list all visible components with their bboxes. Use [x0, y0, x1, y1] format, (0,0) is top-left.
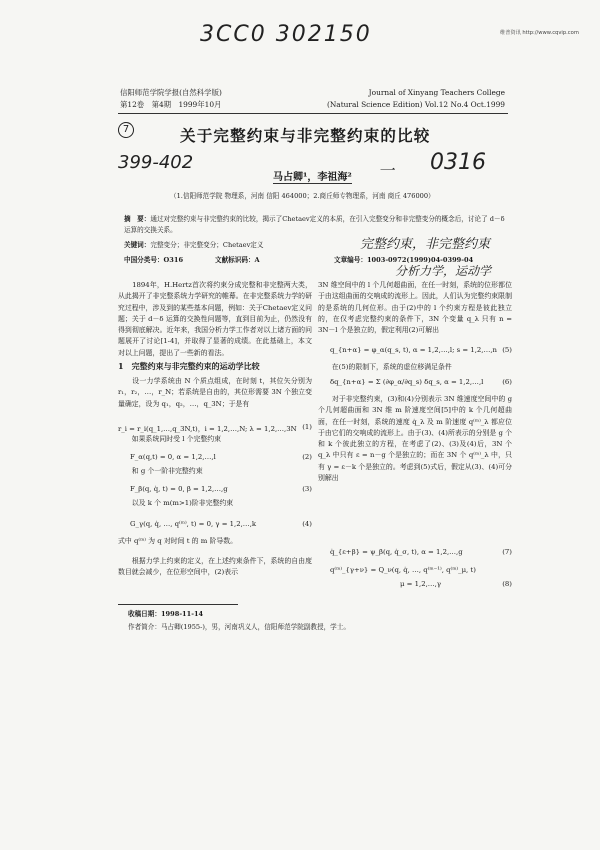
journal-issue-cn: 第12卷 第4期 1999年10月 — [120, 100, 222, 109]
equation-5 — [330, 346, 512, 354]
equation-8-text: q⁽ᵐ⁾_{γ+ν} = Q_ν(q, q̇, …, q⁽ᵐ⁻¹⁾, q⁽ᵐ⁾_μ, t) — [330, 566, 476, 574]
equation-2-number: (2) — [302, 453, 312, 461]
left-paragraph-5: 式中 q⁽ᵐ⁾ 为 q 对时间 t 的 m 阶导数。 — [118, 537, 238, 545]
abstract-text: 通过对完整约束与非完整约束的比较，揭示了Chetaev定义的本质，在引入完整变分和非完整变分的概念后，讨论了 d－δ 运算的交换关系。 — [124, 215, 505, 234]
keywords-label: 关键词： — [124, 241, 151, 249]
equation-4-text: G_γ(q, q̇, …, q⁽ᵐ⁾, t) = 0, γ = 1,2,…,k — [130, 520, 257, 528]
equation-8-number: (8) — [502, 580, 512, 588]
keywords — [124, 241, 264, 250]
journal-name-cn: 信阳师范学院学报(自然科学版) — [120, 88, 222, 97]
page-range-note: 399-402 — [118, 152, 194, 173]
equation-7 — [330, 548, 512, 556]
left-paragraph-6: 根据力学上约束的定义，在上述约束条件下，系统的自由度数目就会减少，在位形空间中，(2)表示 — [118, 557, 312, 577]
equation-7-text: q̇_{ε+β} = ψ_β(q, q̇_σ, t), α = 1,2,…,g — [330, 548, 463, 556]
left-paragraph-3: 和 g 个一阶非完整约束 — [118, 467, 203, 475]
right-paragraph-3: 对于非完整约束，(3)和(4)分别表示 3N 维速度空间中的 g 个几何超曲面和 3N 维 m 阶速度空间[5]中的 k 个几何超曲面，在任一时刻，系统的速度 q̇_λ 及 m 阶速度 q⁽ᵐ⁾_λ 都应位于由它们的交响成的流形上。由于(3)、(4)所表示的分别是 g 个和 k 个彼此独立的方程，在考虑了(2)、(3)及(4)后，3N 个 q_λ 中只有 ε = n－g 个是独立的；而在 3N 个 q⁽ᵐ⁾_λ 中，只有 γ = ε－k 个是独立的。考虑到(5)式后，假定从(3)、(4)可分别解出 — [318, 395, 512, 483]
article-number: 文章编号：1003-0972(1999)04-0399-04 — [334, 256, 474, 264]
equation-4 — [130, 520, 312, 528]
equation-3-text: F_β(q, q̇, t) = 0, β = 1,2,…,g — [130, 485, 228, 493]
received-date: 收稿日期：1998-11-14 — [128, 610, 204, 618]
equation-3-number: (3) — [302, 485, 312, 493]
journal-name-en: Journal of Xinyang Teachers College — [368, 88, 505, 97]
equation-1 — [118, 423, 312, 433]
equation-5-text: q_{n+α} = φ_α(q_s, t), α = 1,2,…,l; s = 1,2,…,n — [330, 346, 497, 354]
section-heading: 1 完整约束与非完整约束的运动学比较 — [118, 361, 260, 371]
equation-2 — [130, 453, 312, 461]
intro-paragraph: 1894年，H.Hertz首次将约束分成完整和非完整两大类，从此揭开了非完整系统力学研究的帷幕。在非完整系统力学的研究过程中，涉及到的某些基本问题，例如：关于Chetaev定义问题；关于 d－δ 运算的交换性问题等，直到目前为止，仍然没有得到彻底解决。近年来，我国分析力学工作者对以上诸方面的问题展开了讨论[1-4]，并取得了显著的成绩。在此基础上，本文对以上问题，提出了一些新的看法。 — [118, 281, 313, 357]
equation-1-number: (1) — [302, 423, 312, 431]
site-watermark: 维普资讯 http://www.cqvip.com — [500, 30, 579, 36]
equation-1-text: r_i = r_i(q_1,…,q_3N,t)，i = 1,2,…,N; λ = 1,2,…,3N — [118, 425, 297, 433]
handwritten-code: 3CC0 302150 — [200, 22, 372, 47]
abstract-label: 摘 要： — [124, 215, 151, 223]
equation-4-number: (4) — [302, 520, 312, 528]
right-paragraph-2: 在(5)的限制下，系统的虚位移满足条件 — [318, 363, 452, 371]
author-bio: 作者简介：马占卿(1955-)，男，河南巩义人，信阳师范学院副教授，学士。 — [128, 623, 350, 631]
left-paragraph-1: 设一力学系统由 N 个质点组成，在时刻 t，其位矢分别为 r₁，r₂，…，r_N；若系统是自由的，其位形需要 3N 个独立变量确定，设为 q₁，q₂，…，q_3N；于是有 — [118, 377, 312, 408]
equation-6 — [330, 378, 512, 386]
article-title: 关于完整约束与非完整约束的比较 — [180, 126, 431, 145]
class-code-note: 0316 — [430, 150, 486, 175]
keywords-text: 完整变分；非完整变分；Chetaev定义 — [150, 241, 264, 249]
right-paragraph-1: 3N 维空间中的 l 个几何超曲面，在任一时刻，系统的位形都位于由这组曲面的交响成的流形上。因此，人们认为完整约束限制的是系统的几何位形。由于(2)中的 l 个约束方程是彼此独立的，在仅考虑完整约束的条件下，3N 个变量 q_λ 只有 n = 3N－l 个是独立的，假定利用(2)可解出 — [318, 281, 512, 335]
equation-8 — [330, 566, 512, 574]
affiliation: （1.信阳师范学院 物理系，河南 信阳 464000；2.商丘师专物理系，河南 商丘 476000） — [170, 192, 435, 200]
handwritten-keywords-1: 完整约束，非完整约束 — [360, 237, 491, 252]
left-paragraph-2: 如果系统同时受 l 个完整约束 — [118, 435, 222, 443]
journal-issue-en: (Natural Science Edition) Vol.12 No.4 Oct.1999 — [326, 100, 505, 109]
equation-3 — [130, 485, 312, 493]
equation-6-number: (6) — [502, 378, 512, 386]
equation-7-number: (7) — [502, 548, 512, 556]
clc-number: 中国分类号：O316 — [124, 256, 184, 264]
document-code: 文献标识码：A — [215, 256, 260, 264]
equation-5-number: (5) — [502, 346, 512, 354]
handwritten-keywords-2: 分析力学，运动学 — [395, 264, 492, 278]
authors: 马占卿¹，李祖海² — [273, 168, 352, 184]
dash-note: 一 — [378, 161, 395, 180]
left-paragraph-4: 以及 k 个 m(m>1)阶非完整约束 — [118, 499, 234, 507]
equation-6-text: δq_{n+α} = Σ (∂φ_α/∂q_s) δq_s, α = 1,2,…,l — [330, 378, 484, 386]
equation-2-text: F_α(q,t) = 0, α = 1,2,…,l — [130, 453, 216, 461]
circled-mark: 7 — [118, 122, 134, 138]
equation-8-range — [400, 580, 512, 588]
equation-8-condition: μ = 1,2,…,γ — [400, 580, 441, 588]
